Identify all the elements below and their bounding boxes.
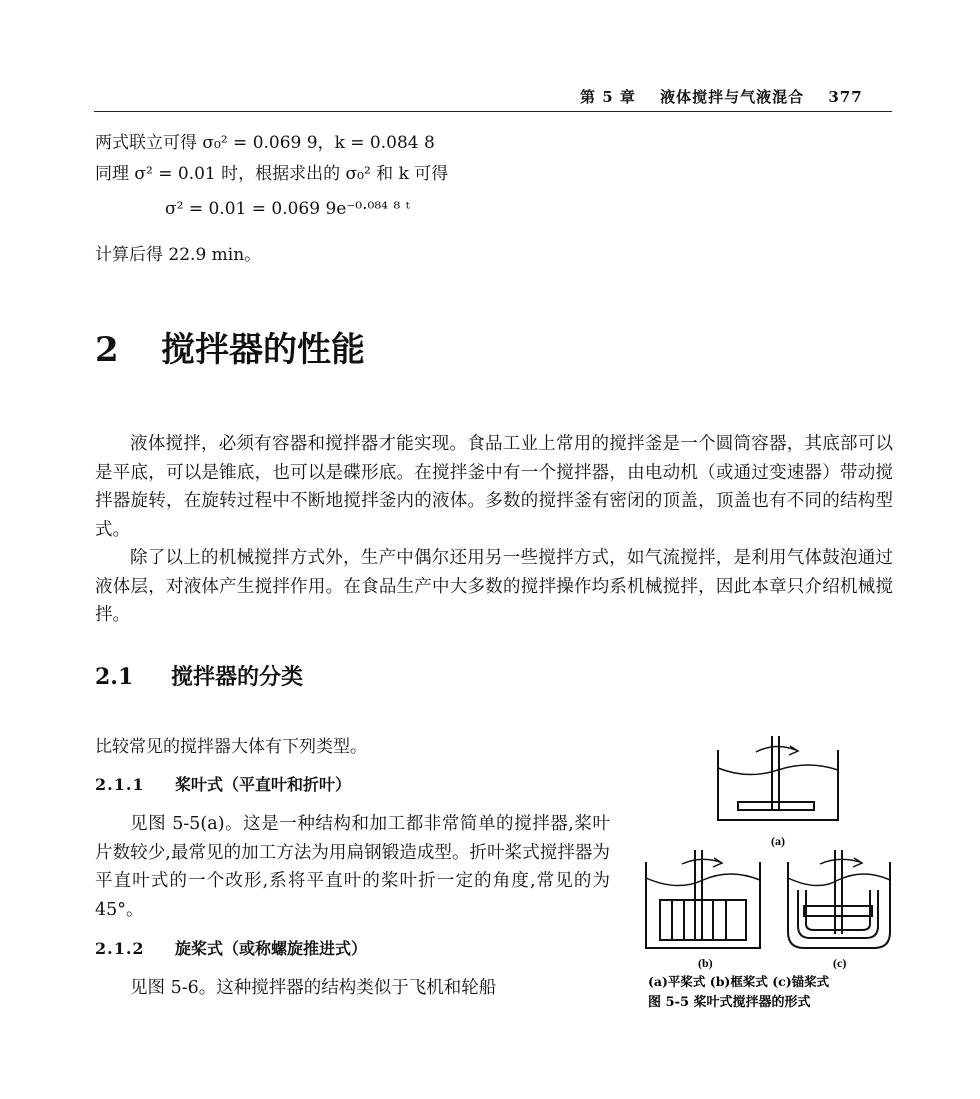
subsection-heading [95,660,303,691]
paragraph: 见图 5-5(a)。这是一种结构和加工都非常简单的搅拌器,桨叶片数较少,最常见的加工方法为用扁钢锻造成型。折叶桨式搅拌器为平直叶式的一个改形,系将平直叶的桨叶折一定的角度,常见的为 45°。 [95,814,610,920]
figure-5-5 [638,728,898,1013]
figure-legend: (a)平桨式 (b)框桨式 (c)锚桨式 [648,974,830,989]
subsubsection-heading-212 [95,936,367,959]
section-heading [95,322,365,371]
subsection-title: 搅拌器的分类 [171,664,304,690]
label-b: (b) [698,956,713,970]
intro-line-1: 两式联立可得 σ₀² = 0.069 9，k = 0.084 8 [95,133,435,153]
subsubsection-number: 2.1.1 [95,775,145,794]
anchor-paddle-diagram [788,850,890,948]
paragraph: 液体搅拌，必须有容器和搅拌器才能实现。食品工业上常用的搅拌釜是一个圆筒容器，其底部可以是平底，可以是锥底，也可以是碟形底。在搅拌釜中有一个搅拌器，由电动机（或通过变速器）带动搅拌器旋转，在旋转过程中不断地搅拌釜内的液体。多数的搅拌釜有密闭的顶盖，顶盖也有不同的结构型式。 [95,434,893,540]
subsection-intro: 比较常见的搅拌器大体有下列类型。 [95,737,367,757]
section-body [95,430,893,630]
intro-line-2: 同理 σ² = 0.01 时，根据求出的 σ₀² 和 k 可得 [95,164,449,184]
section-title: 搅拌器的性能 [161,330,365,370]
agitator-diagram [638,728,898,1013]
label-c: (c) [833,956,847,970]
label-a: (a) [771,834,785,848]
figure-caption: 图 5-5 桨叶式搅拌器的形式 [648,995,811,1010]
equation: σ² = 0.01 = 0.069 9e⁻⁰·⁰⁸⁴ ⁸ ᵗ [165,199,410,219]
page-number: 377 [828,88,863,106]
frame-paddle-diagram [646,850,760,948]
header-title: 液体搅拌与气液混合 [660,88,805,106]
subsection-number: 2.1 [95,664,134,690]
flat-paddle-diagram [718,736,838,820]
subsubsection-title: 旋桨式（或称螺旋推进式） [175,939,368,958]
section-number: 2 [95,330,119,370]
paragraph: 见图 5-6。这种搅拌器的结构类似于飞机和轮船 [130,978,497,998]
subsubsection-heading-211 [95,772,351,795]
header-rule [94,111,892,112]
subsubsection-number: 2.1.2 [95,939,145,958]
sub212-body [95,974,610,1003]
subsubsection-title: 桨叶式（平直叶和折叶） [175,775,352,794]
sub211-body [95,810,610,924]
paragraph: 除了以上的机械搅拌方式外，生产中偶尔还用另一些搅拌方式，如气流搅拌，是利用气体鼓泡通过液体层，对液体产生搅拌作用。在食品生产中大多数的搅拌操作均系机械搅拌，因此本章只介绍机械搅拌。 [95,548,893,625]
intro-line-4: 计算后得 22.9 min。 [95,245,262,265]
running-header [580,86,881,107]
header-chapter: 第 5 章 [580,88,636,106]
